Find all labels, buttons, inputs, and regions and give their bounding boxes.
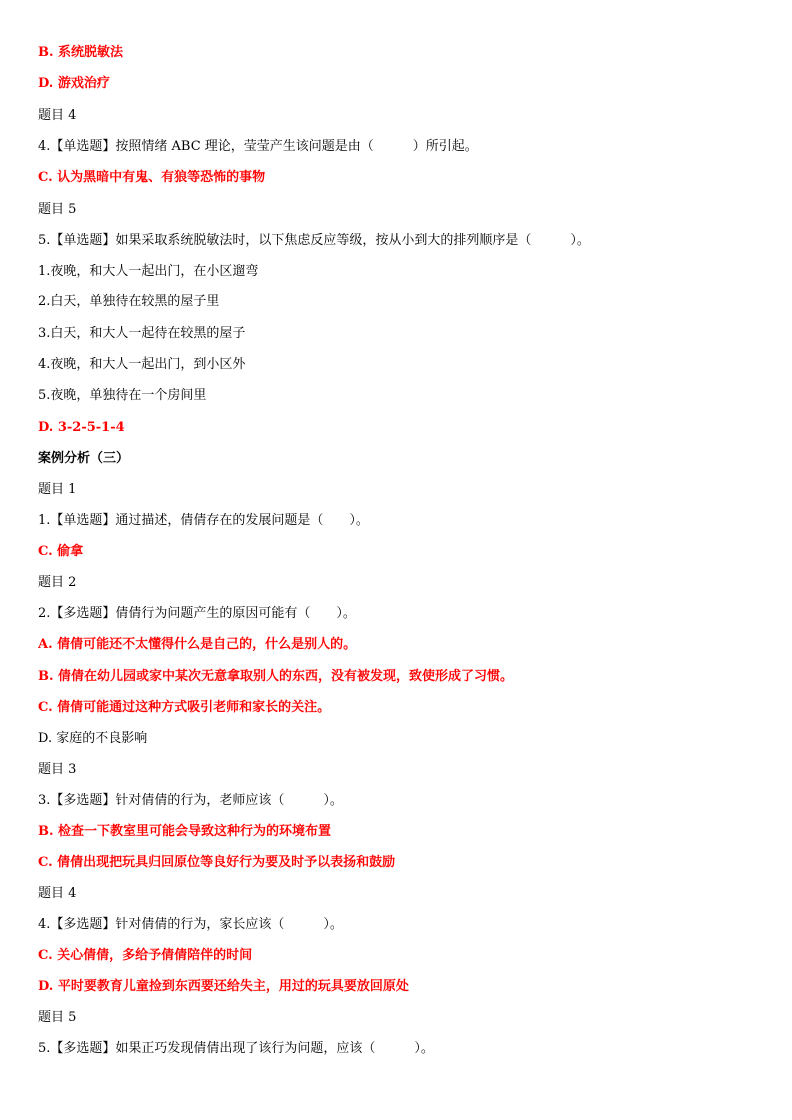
answer-line: D. 平时要教育儿童捡到东西要还给失主，用过的玩具要放回原处 — [38, 979, 409, 994]
answer-line: C. 倩倩可能通过这种方式吸引老师和家长的关注。 — [38, 700, 331, 715]
answer-line: C. 偷拿 — [38, 544, 84, 559]
option-line: 2.白天，单独待在较黑的屋子里 — [38, 294, 220, 309]
option-line: 4.夜晚，和大人一起出门，到小区外 — [38, 357, 246, 372]
question-text: 5.【单选题】如果采取系统脱敏法时，以下焦虑反应等级，按从小到大的排列顺序是（ ）。 — [38, 233, 590, 248]
answer-line: D. 游戏治疗 — [38, 76, 110, 91]
question-text: 4.【单选题】按照情绪 ABC 理论，莹莹产生该问题是由（ ）所引起。 — [38, 139, 478, 154]
answer-line: C. 认为黑暗中有鬼、有狼等恐怖的事物 — [38, 170, 266, 185]
question-text: 2.【多选题】倩倩行为问题产生的原因可能有（ ）。 — [38, 606, 356, 621]
question-text: 5.【多选题】如果正巧发现倩倩出现了该行为问题，应该（ ）。 — [38, 1041, 434, 1056]
question-number-label: 题目 5 — [38, 1010, 77, 1025]
question-text: 4.【多选题】针对倩倩的行为，家长应该（ ）。 — [38, 917, 343, 932]
answer-line: D. 3-2-5-1-4 — [38, 420, 125, 435]
answer-line: C. 关心倩倩，多给予倩倩陪伴的时间 — [38, 948, 253, 963]
question-number-label: 题目 1 — [38, 482, 77, 497]
question-number-label: 题目 5 — [38, 202, 77, 217]
question-number-label: 题目 4 — [38, 886, 77, 901]
question-text: 3.【多选题】针对倩倩的行为，老师应该（ ）。 — [38, 793, 343, 808]
question-number-label: 题目 3 — [38, 762, 77, 777]
option-line: 3.白天，和大人一起待在较黑的屋子 — [38, 326, 246, 341]
answer-line: B. 倩倩在幼儿园或家中某次无意拿取别人的东西，没有被发现，致使形成了习惯。 — [38, 669, 514, 684]
question-number-label: 题目 2 — [38, 575, 77, 590]
option-line: 1.夜晚，和大人一起出门，在小区遛弯 — [38, 264, 259, 279]
section-heading: 案例分析（三） — [38, 451, 130, 466]
question-number-label: 题目 4 — [38, 108, 77, 123]
question-text: 1.【单选题】通过描述，倩倩存在的发展问题是（ ）。 — [38, 513, 369, 528]
option-line: 5.夜晚，单独待在一个房间里 — [38, 388, 207, 403]
answer-line: C. 倩倩出现把玩具归回原位等良好行为要及时予以表扬和鼓励 — [38, 855, 396, 870]
answer-line: B. 系统脱敏法 — [38, 45, 124, 60]
option-line: D. 家庭的不良影响 — [38, 731, 148, 746]
answer-line: A. 倩倩可能还不太懂得什么是自己的，什么是别人的。 — [38, 637, 357, 652]
answer-line: B. 检查一下教室里可能会导致这种行为的环境布置 — [38, 824, 332, 839]
